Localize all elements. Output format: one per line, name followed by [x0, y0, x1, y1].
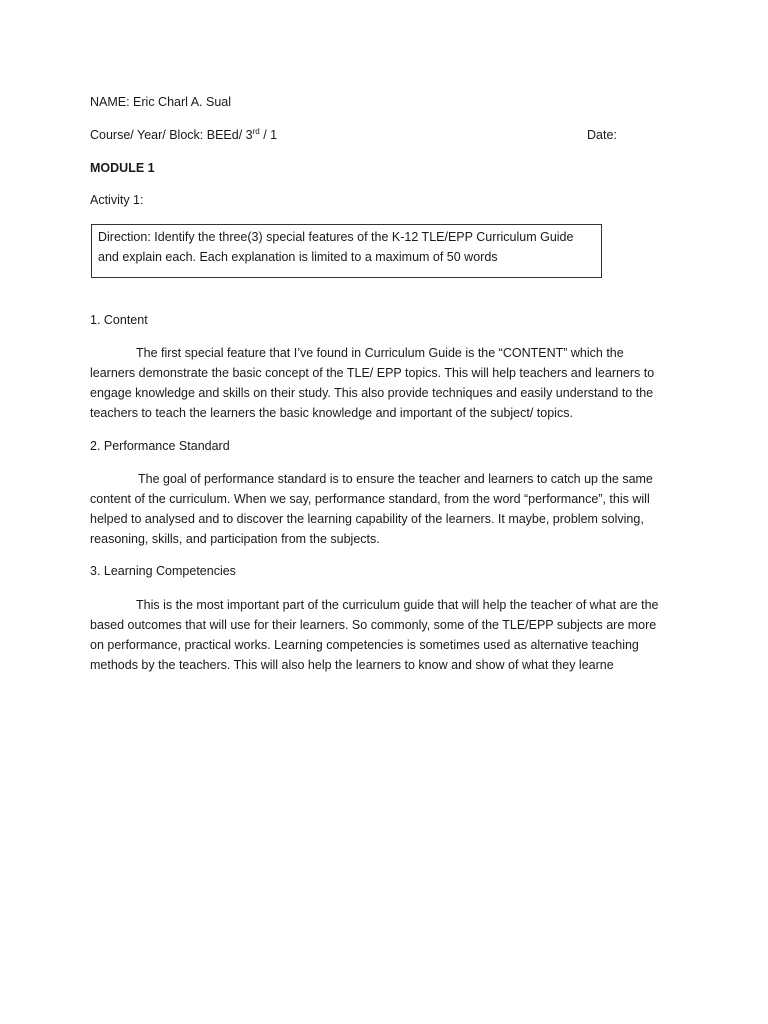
- section-paragraph-content: [90, 343, 690, 423]
- paragraph-line: content of the curriculum. When we say, performance standard, from the word “performance”, this will: [90, 492, 650, 506]
- date-label: Date:: [587, 128, 617, 142]
- direction-box: [91, 224, 602, 278]
- section-heading-performance-standard: 2. Performance Standard: [90, 439, 230, 453]
- activity-title: Activity 1:: [90, 193, 144, 207]
- direction-line: and explain each. Each explanation is limited to a maximum of 50 words: [98, 250, 498, 264]
- student-name: NAME: Eric Charl A. Sual: [90, 95, 232, 109]
- course-prefix: Course/ Year/ Block: BEEd/ 3: [90, 128, 253, 142]
- paragraph-line: helped to analysed and to discover the learning capability of the learners. It maybe, problem solving,: [90, 512, 644, 526]
- paragraph-line: on performance, practical works. Learning competencies is sometimes used as alternative teaching: [90, 638, 639, 652]
- paragraph-line: teachers to teach the learners the basic knowledge and important of the subject/ topics.: [90, 406, 573, 420]
- course-year-block: [90, 127, 277, 143]
- section-paragraph-performance-standard: [90, 469, 690, 549]
- section-heading-learning-competencies: 3. Learning Competencies: [90, 564, 236, 578]
- paragraph-line: reasoning, skills, and participation from the subjects.: [90, 532, 380, 546]
- course-superscript: rd: [252, 126, 260, 136]
- course-suffix: / 1: [259, 128, 278, 142]
- paragraph-line: based outcomes that will use for their learners. So commonly, some of the TLE/EPP subjects are more: [90, 618, 657, 632]
- section-paragraph-learning-competencies: [90, 595, 690, 675]
- direction-line: Direction: Identify the three(3) special features of the K-12 TLE/EPP Curriculum Guide: [98, 230, 574, 244]
- section-heading-content: 1. Content: [90, 313, 148, 327]
- paragraph-line: engage knowledge and skills on their study. This also provide techniques and easily understand to the: [90, 386, 654, 400]
- paragraph-line: learners demonstrate the basic concept of the TLE/ EPP topics. This will help teachers and learners to: [90, 366, 655, 380]
- paragraph-line: The first special feature that I’ve found in Curriculum Guide is the “CONTENT” which the: [136, 346, 624, 360]
- paragraph-line: This is the most important part of the curriculum guide that will help the teacher of what are the: [136, 598, 659, 612]
- paragraph-line: methods by the teachers. This will also help the learners to know and show of what they learne: [90, 658, 614, 672]
- paragraph-line: The goal of performance standard is to ensure the teacher and learners to catch up the same: [138, 472, 653, 486]
- module-title: MODULE 1: [90, 161, 155, 175]
